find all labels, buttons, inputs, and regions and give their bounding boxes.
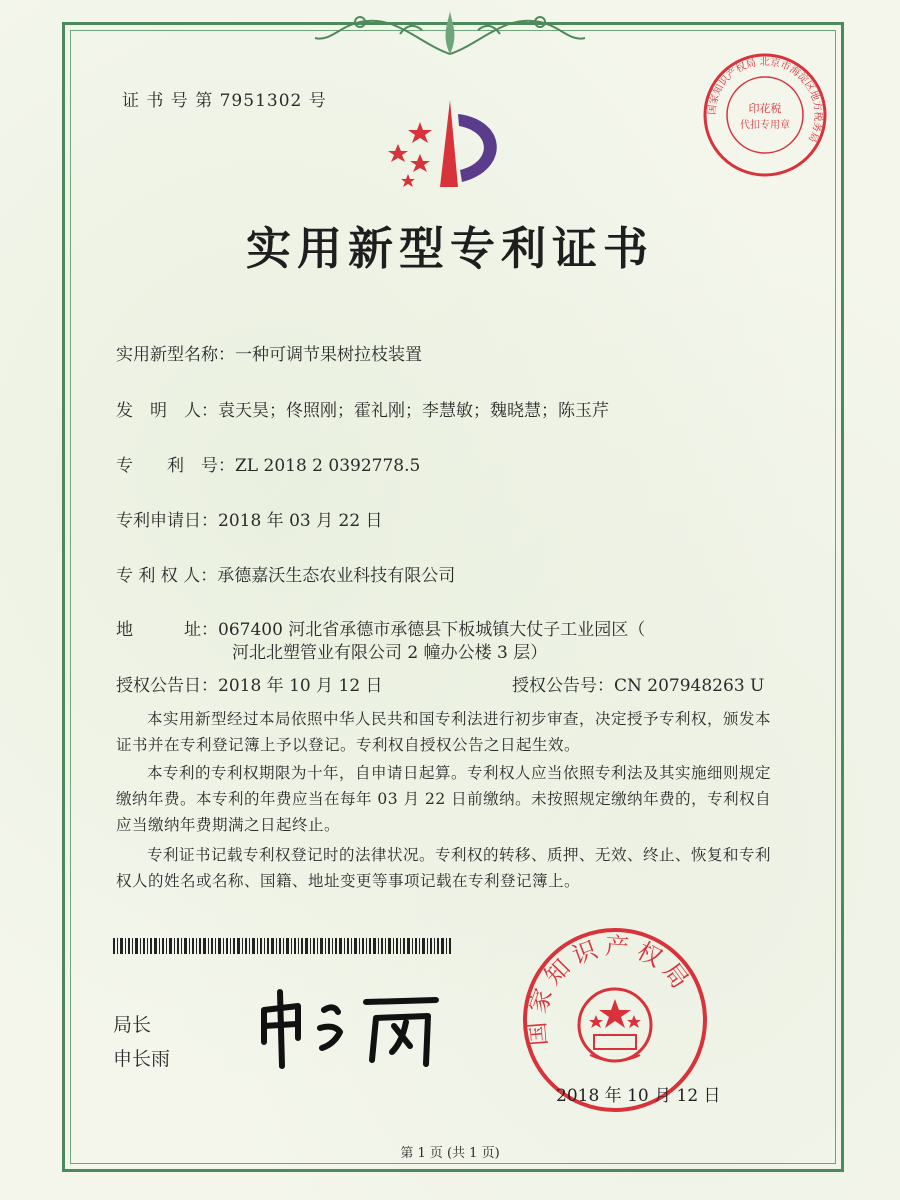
body-paragraph-3: 专利证书记载专利权登记时的法律状况。专利权的转移、质押、无效、终止、恢复和专利权人的姓名或名称、国籍、地址变更等事项记载在专利登记簿上。 xyxy=(116,846,772,890)
field-patentee xyxy=(116,561,455,586)
patent-number-label: 专 利 号： xyxy=(116,456,235,476)
field-grant-date xyxy=(116,671,383,696)
field-utility-name xyxy=(116,340,422,365)
barcode xyxy=(113,938,451,954)
certificate-number-text: 证 书 号 第 7951302 号 xyxy=(122,91,327,111)
director-name: 申长雨 xyxy=(113,1048,171,1070)
field-patent-number xyxy=(116,451,420,476)
tax-stamp-inner-line1: 印花税 xyxy=(748,102,782,115)
address-label: 地 址： xyxy=(116,620,218,640)
address-line-1: 067400 河北省承德市承德县下板城镇大仗子工业园区（ xyxy=(218,620,646,640)
field-filing-date xyxy=(116,506,383,531)
director-title: 局长 xyxy=(113,1014,152,1036)
tax-stamp-seal xyxy=(700,50,830,180)
filing-date-label: 专利申请日： xyxy=(116,511,218,531)
utility-name-value: 一种可调节果树拉枝装置 xyxy=(235,345,422,365)
address-line-2: 河北北塑管业有限公司 2 幢办公楼 3 层） xyxy=(232,643,548,663)
filing-date-value: 2018 年 03 月 22 日 xyxy=(218,511,383,531)
inventors-label: 发 明 人： xyxy=(116,401,218,421)
body-paragraph-1: 本实用新型经过本局依照中华人民共和国专利法进行初步审查，决定授予专利权，颁发本证书并在专利登记簿上予以登记。专利权自授权公告之日起生效。 xyxy=(116,710,772,754)
seal-ring-text: 国家知识产权局 xyxy=(522,931,698,1047)
grant-number-label: 授权公告号： xyxy=(512,676,614,696)
issue-date: 2018 年 10 月 12 日 xyxy=(556,1086,721,1106)
page-number: 第 1 页 (共 1 页) xyxy=(400,1146,500,1161)
utility-name-label: 实用新型名称： xyxy=(116,345,235,365)
tax-stamp-inner-line2: 代扣专用章 xyxy=(740,120,790,131)
certificate-body xyxy=(116,706,786,894)
grant-number-value: CN 207948263 U xyxy=(614,676,765,696)
patent-number-value: ZL 2018 2 0392778.5 xyxy=(235,456,421,476)
body-paragraph-2: 本专利的专利权期限为十年，自申请日起算。专利权人应当依照专利法及其实施细则规定缴纳年费。本专利的年费应当在每年 03 月 22 日前缴纳。未按照规定缴纳年费的，专利权自应当缴纳年费期满之日起终止。 xyxy=(116,764,772,834)
field-grant-number xyxy=(512,671,764,696)
cnipa-logo-icon xyxy=(380,92,530,202)
grant-date-value: 2018 年 10 月 12 日 xyxy=(218,676,383,696)
patentee-label: 专 利 权 人： xyxy=(116,566,218,586)
document-title: 实用新型专利证书 xyxy=(245,222,654,275)
certificate-number xyxy=(122,86,327,111)
grant-date-label: 授权公告日： xyxy=(116,676,218,696)
patentee-value: 承德嘉沃生态农业科技有限公司 xyxy=(217,566,456,586)
director-signature xyxy=(250,980,450,1070)
field-inventors xyxy=(116,396,609,421)
tax-stamp-ring-text: 国家知识产权局 北京市海淀区地方税务局 xyxy=(706,56,824,144)
field-address xyxy=(116,615,645,640)
top-ornament xyxy=(300,4,600,60)
inventors-value: 袁天昊；佟照刚；霍礼刚；李慧敏；魏晓慧；陈玉芹 xyxy=(218,401,609,421)
